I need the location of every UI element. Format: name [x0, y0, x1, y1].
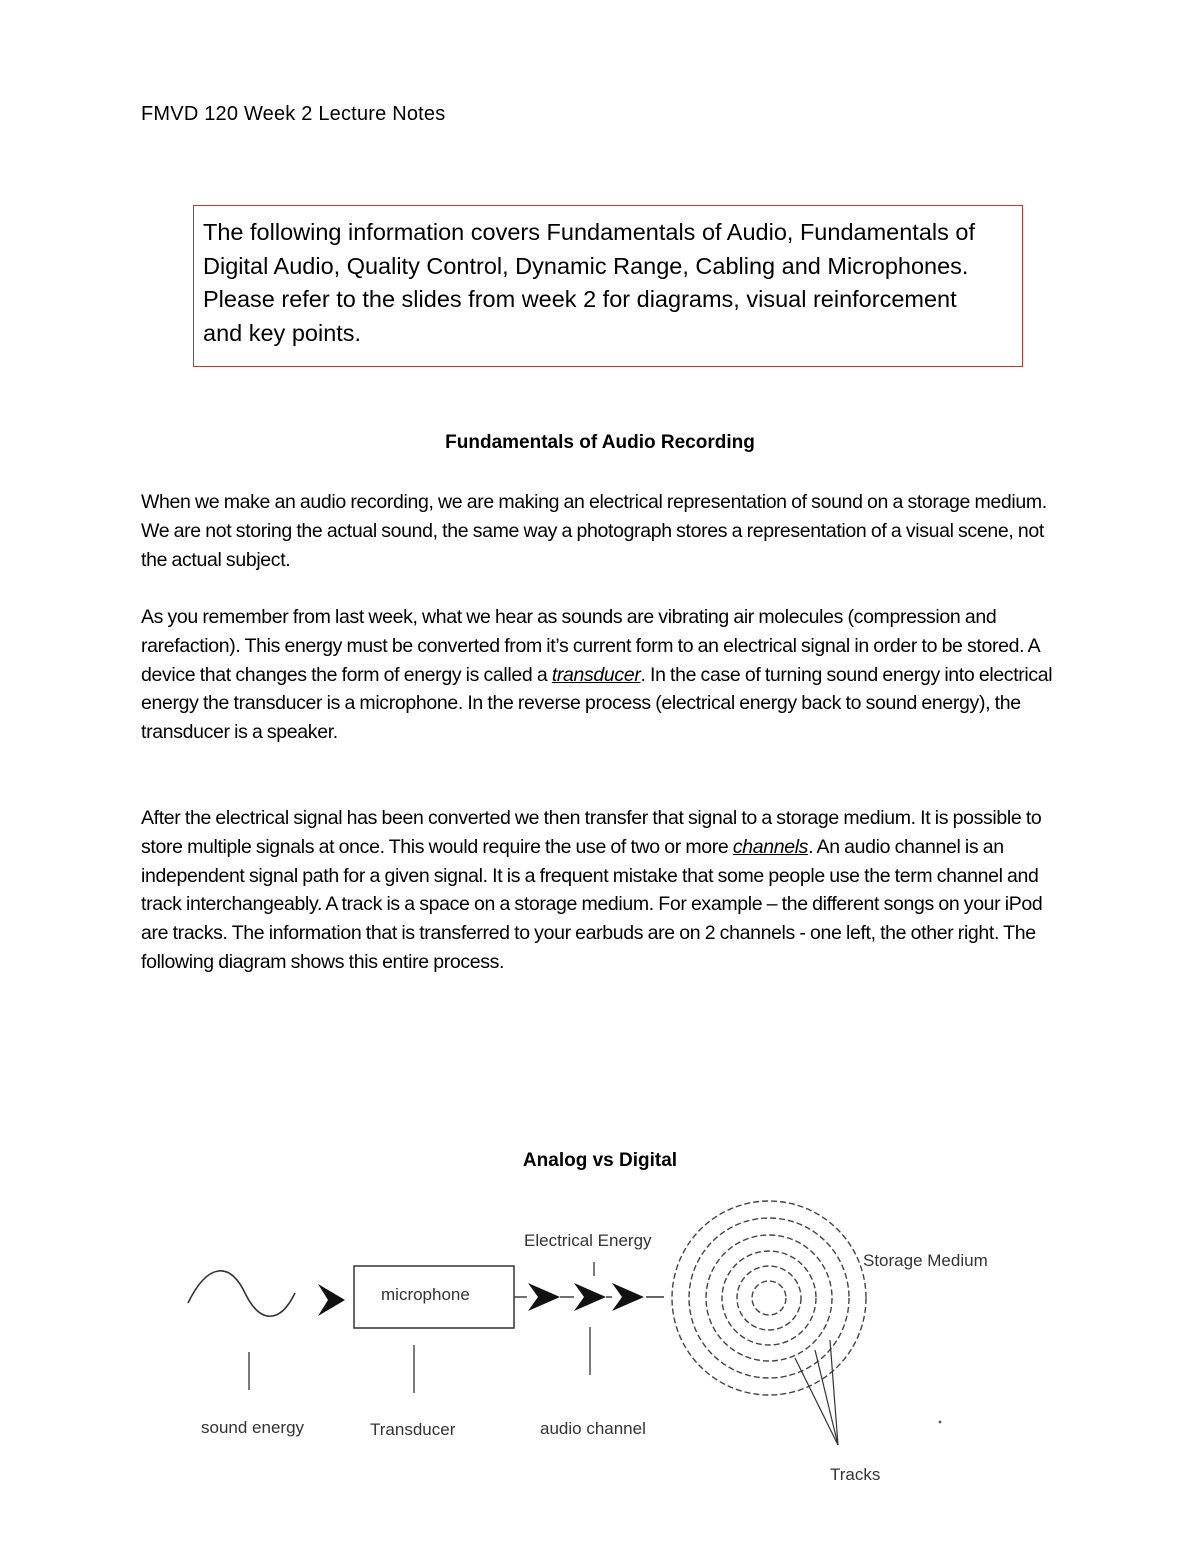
notice-box: [193, 205, 1023, 367]
storage-medium-disc: [672, 1201, 866, 1395]
notice-text: The following information covers Fundamentals of Audio, Fundamentals of Digital Audio, Quality Control, Dynamic Range, Cabling and Microphones. Please refer to the slides from week 2 for diagrams, visual reinforcement and key points.: [203, 219, 976, 346]
audio-channel-label: audio channel: [540, 1419, 646, 1438]
paragraph-2-text-a: As you remember from last week, what we hear as sounds are vibrating air molecules (compression and rarefaction). This energy must be converted from it’s current form to an electrical signal in order to be stored. A device that changes the form of energy is called a: [141, 606, 1040, 686]
transducer-label: Transducer: [370, 1420, 456, 1439]
arrow-icon: [318, 1284, 345, 1316]
tracks-label: Tracks: [830, 1465, 881, 1484]
term-channels: channels: [732, 835, 809, 858]
arrow-icon: [612, 1283, 644, 1311]
section-heading-audio-recording: Fundamentals of Audio Recording: [445, 432, 755, 453]
section-heading-analog-digital: Analog vs Digital: [522, 1150, 678, 1171]
term-transducer: transducer: [551, 663, 641, 686]
paragraph-2: [141, 603, 1071, 747]
paragraph-2-text-b: . In the case of turning sound energy into electrical energy the transducer is a microphone. In the reverse process (electrical energy back to sound energy), the transducer is a speaker.: [141, 663, 1053, 744]
page-title: FMVD 120 Week 2 Lecture Notes: [141, 103, 446, 125]
sound-wave-icon: [188, 1271, 295, 1316]
storage-medium-label: Storage Medium: [863, 1251, 988, 1270]
paragraph-1: When we make an audio recording, we are making an electrical representation of sound on a storage medium. We are not storing the actual sound, the same way a photograph stores a representation of a visual scene, not the actual subject.: [141, 491, 1047, 571]
paragraph-3: [141, 804, 1071, 977]
arrow-icon: [528, 1283, 560, 1311]
paragraph-3-text-b: . An audio channel is an independent signal path for a given signal. It is a frequent mistake that some people use the term channel and track interchangeably. A track is a space on a storage medium. For example – the different songs on your iPod are tracks. The information that is transferred to your earbuds are on 2 channels - one left, the other right. The following diagram shows this entire process.: [141, 835, 1043, 973]
microphone-label: microphone: [381, 1285, 470, 1304]
paragraph-3-text-a: After the electrical signal has been converted we then transfer that signal to a storage medium. It is possible to store multiple signals at once. This would require the use of two or more: [141, 807, 1042, 858]
electrical-energy-label: Electrical Energy: [524, 1231, 652, 1250]
arrow-icon: [574, 1283, 606, 1311]
sound-energy-label: sound energy: [201, 1418, 305, 1437]
audio-chain-diagram: [0, 1190, 1200, 1490]
